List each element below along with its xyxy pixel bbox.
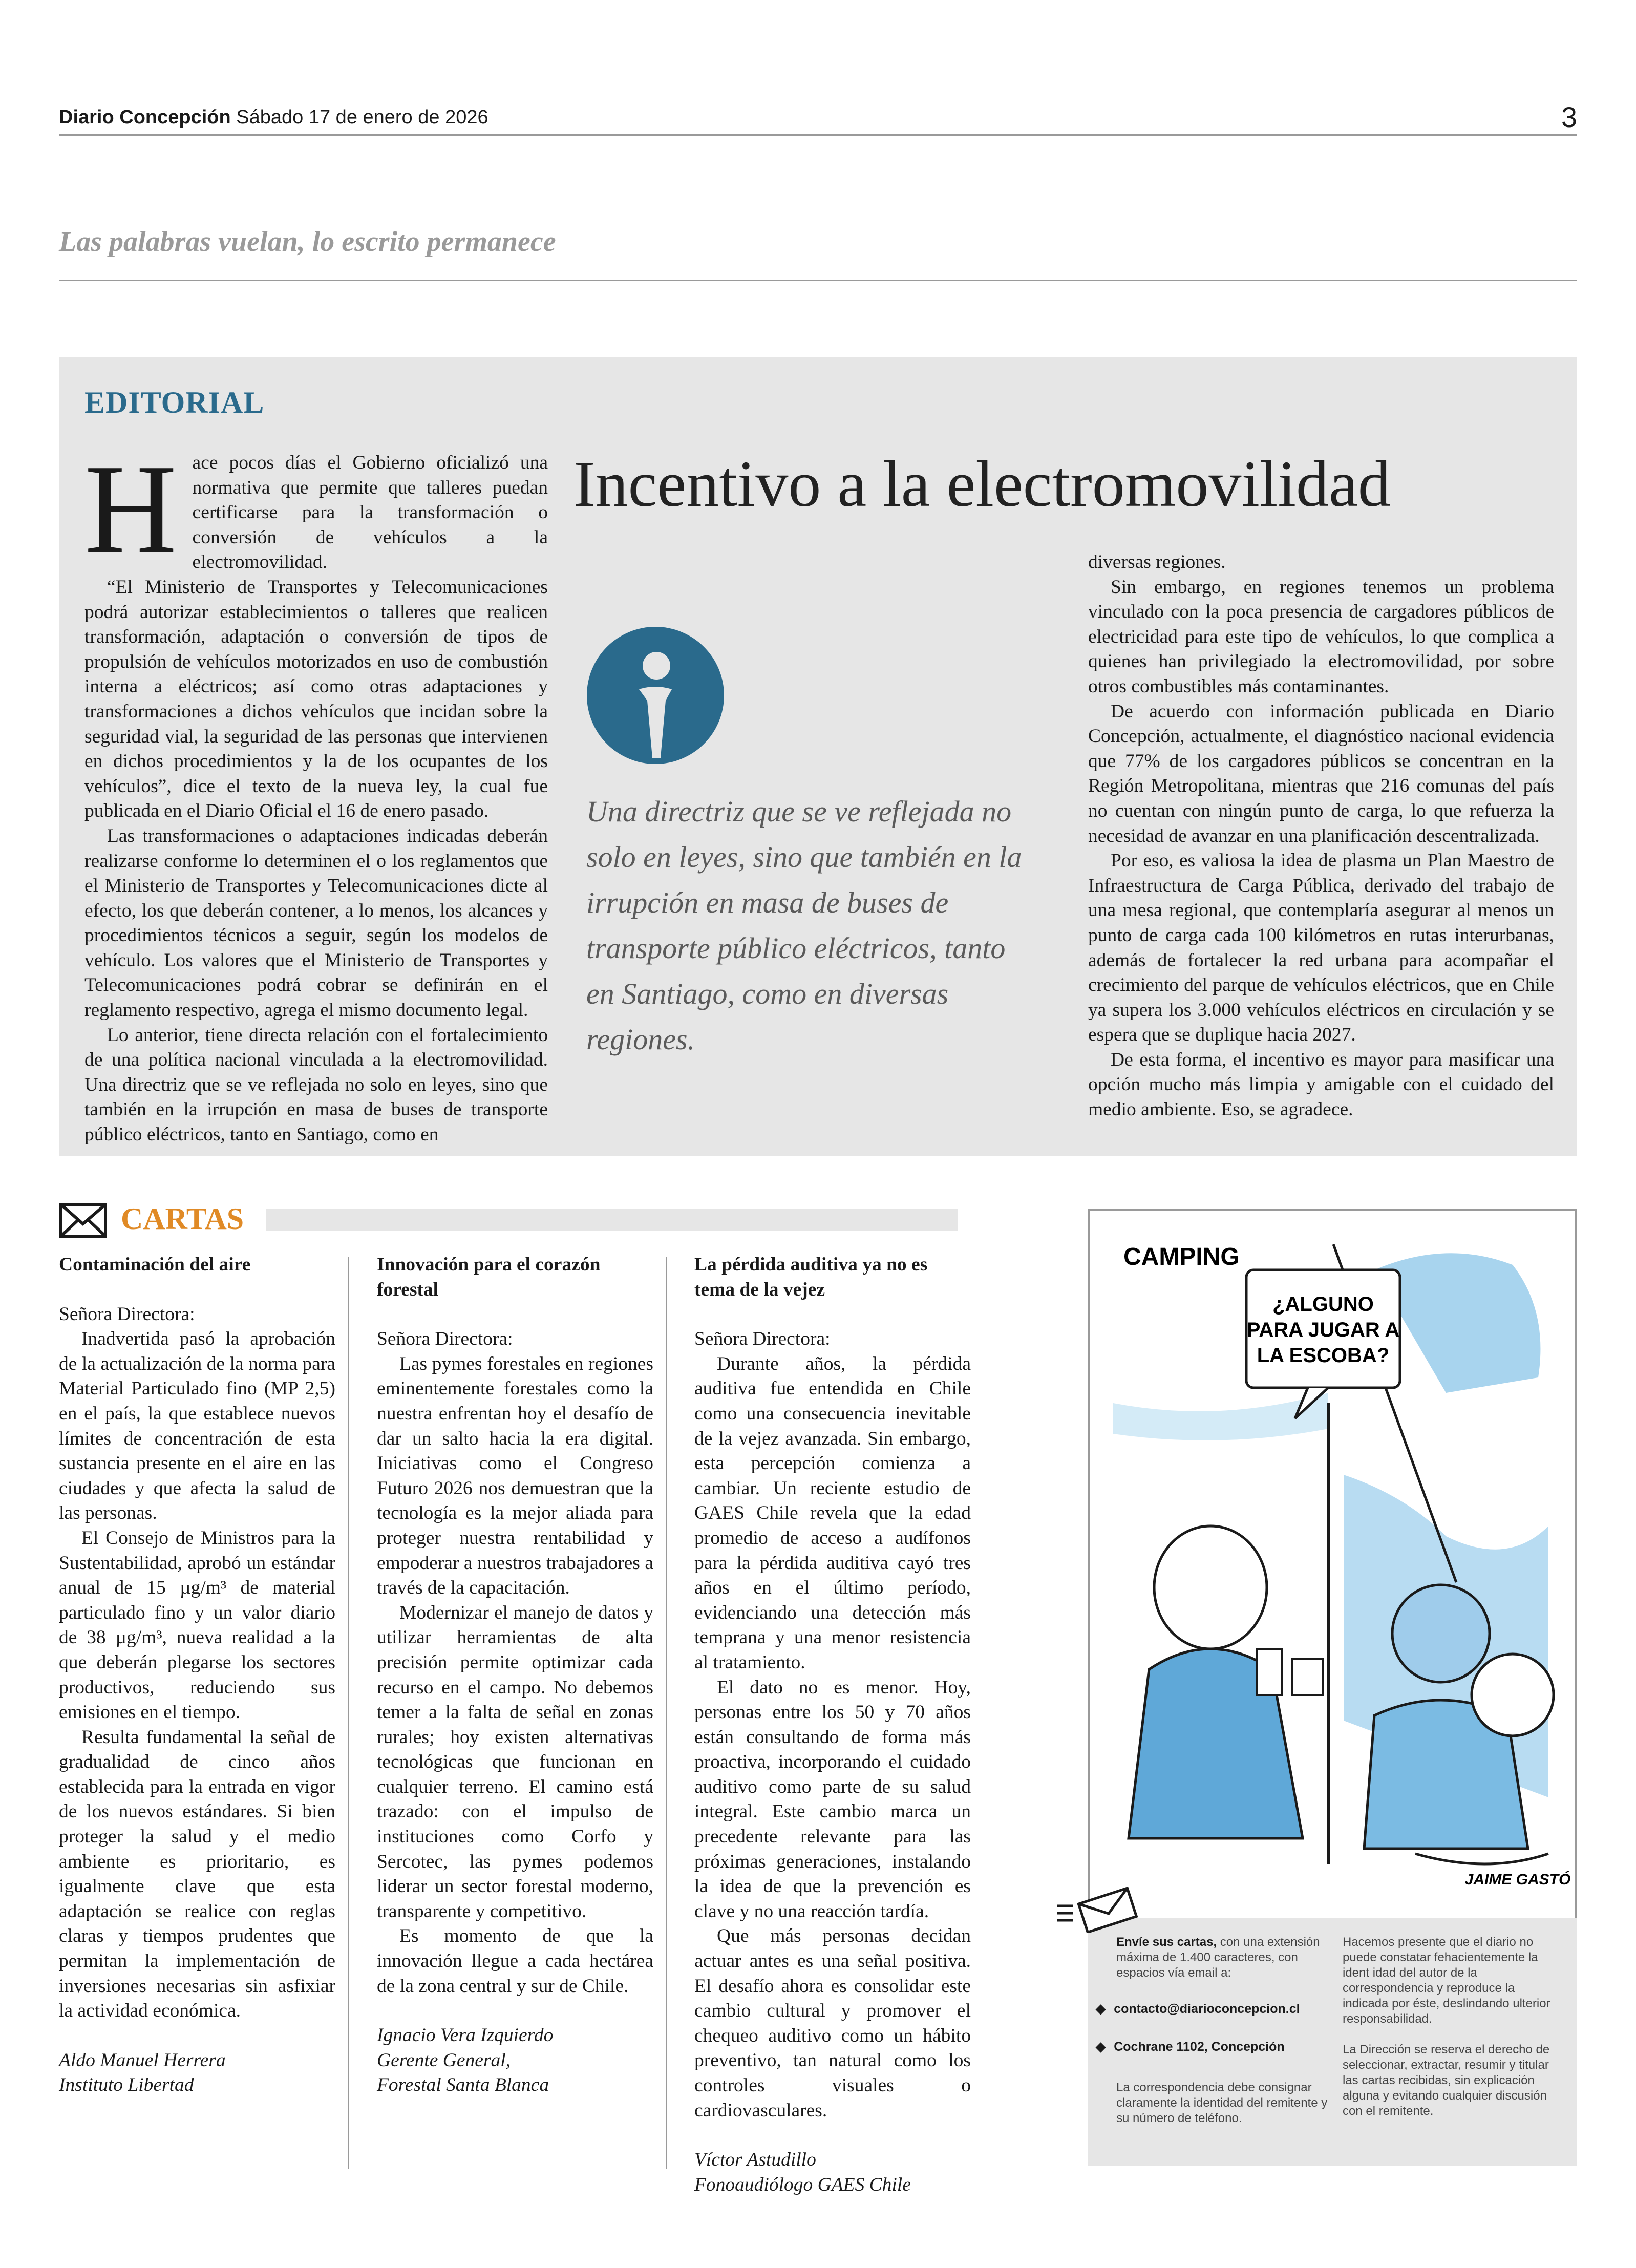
contact-email: contacto@diarioconcepcion.cl (1114, 2002, 1300, 2016)
letter-signature (377, 2023, 653, 2098)
cartas-label: CARTAS (121, 1202, 244, 1236)
send-instructions (1116, 1935, 1331, 1981)
speech-line: LA ESCOBA? (1257, 1344, 1390, 1367)
editorial-paragraph: “El Ministerio de Transportes y Telecomunicaciones podrá autorizar establecimientos o talleres que realicen transformación, adaptación o conversión de tipos de propulsión de vehículos motorizados en uso de combustión interna a eléctricos; así como otras adaptaciones y transformaciones a dichos vehículos que incidan sobre la seguridad vial, la seguridad de las personas que intervienen en dichos procedimientos y la de los ocupantes de los vehículos”, dice el texto de la nueva ley, la cual fue publicada en el Diario Oficial el 16 de enero pasado. (84, 576, 548, 822)
speech-line: ¿ALGUNO (1272, 1293, 1374, 1316)
brand-name: Diario Concepción (59, 107, 231, 128)
info-left-column (1096, 1935, 1331, 2126)
info-icon (584, 624, 727, 767)
signature-name: Aldo Manuel Herrera (59, 2049, 226, 2071)
signature-name: Ignacio Vera Izquierdo (377, 2025, 554, 2046)
letter-title: La pérdida auditiva ya no es tema de la vejez (694, 1254, 928, 1300)
letter-paragraph: Que más personas decidan actuar antes es una señal positiva. El desafío ahora es consolidar este cambio cultural y promover el chequeo auditivo como un hábito preventivo, tan natural como los controles visuales o cardiovasculares. (694, 1925, 971, 2121)
disclaimer: Hacemos presente que el diario no puede constatar fehacientemente la ident idad del autor de la correspondencia y reproduce la indicada por éste, deslindando ulterior responsabilidad. (1343, 1935, 1550, 2026)
letter-paragraph: El dato no es menor. Hoy, personas entre los 50 y 70 años están consultando de forma más proactiva, incorporando el cuidado auditivo como parte de su salud integral. Este cambio marca un precedente relevante para las próximas generaciones, instalando la idea de que la prevención es clave y no una reacción tardía. (694, 1677, 971, 1922)
contact-address: Cochrane 1102, Concepción (1114, 2040, 1285, 2054)
mail-send-icon (1055, 1884, 1142, 1933)
identity-note: La correspondencia debe consignar claramente la identidad del remitente y su número de teléfono. (1116, 2081, 1328, 2125)
send-bold: Envíe sus cartas, (1116, 1935, 1217, 1949)
header-rule (59, 134, 1577, 136)
bullet-diamond-icon: ◆ (1096, 2040, 1106, 2054)
editorial-paragraph: Las transformaciones o adaptaciones indicadas deberán realizarse conforme lo determinen el o los reglamentos que el Ministerio de Transportes y Telecomunicaciones dicte al efecto, los que deberán contener, a lo menos, los alcances y procedimientos técnicos a seguir, según los modelos de vehículo. Los valores que el Ministerio de Transportes y Telecomunicaciones podrá cobrar se definirán en el reglamento respectivo, agrega el mismo documento legal. (84, 825, 548, 1021)
letter-paragraph: Es momento de que la innovación llegue a cada hectárea de la zona central y sur de Chile. (377, 1925, 653, 1997)
editorial-title: Incentivo a la electromovilidad (573, 448, 1391, 520)
drop-cap: H (84, 438, 177, 580)
letter-paragraph: Las pymes forestales en regiones eminentemente forestales como la nuestra enfrentan hoy el desafío de dar un salto hacia la era digital. Iniciativas como el Congreso Futuro 2026 nos demuestran que la tecnología es la mejor aliada para proteger nuestra rentabilidad y empoderar a nuestros trabajadores a través de la capacitación. (377, 1353, 653, 1599)
column-divider (348, 1257, 349, 2169)
cartoonist-signature: JAIME GASTÓ (1464, 1871, 1571, 1888)
signature-affiliation: Instituto Libertad (59, 2074, 194, 2096)
editorial-cartoon (1088, 1209, 1577, 1933)
letter-salute: Señora Directora: (694, 1328, 831, 1350)
email-line (1096, 2001, 1331, 2017)
slogan-rule (59, 280, 1577, 281)
letter-signature (694, 2148, 971, 2197)
column-divider (666, 1257, 667, 2169)
send-text: con una extensión máxima de 1.400 caracteres, con espacios vía email a: (1116, 1935, 1320, 1980)
speech-line: PARA JUGAR A (1246, 1319, 1400, 1341)
info-right-column (1343, 1935, 1558, 2119)
editorial-label: EDITORIAL (84, 386, 265, 419)
letter-salute: Señora Directora: (59, 1303, 195, 1325)
letter-3 (694, 1253, 971, 2197)
letter-salute: Señora Directora: (377, 1328, 513, 1350)
editorial-column-1 (84, 438, 548, 1148)
cartas-header-bar (266, 1209, 958, 1231)
editorial-paragraph: Sin embargo, en regiones tenemos un problema vinculado con la poca presencia de cargadores públicos de electricidad para este tipo de vehículos, lo que complica a quienes han privilegiado la electromovilidad, por sobre otros combustibles más contaminantes. (1088, 576, 1554, 697)
editorial-paragraph: ace pocos días el Gobierno oficializó una normativa que permite que talleres puedan certificarse para la transformación o conversión de vehículos a la electromovilidad. (192, 452, 548, 573)
cartoon-caption: CAMPING (1123, 1243, 1240, 1270)
editorial-paragraph: De acuerdo con información publicada en Diario Concepción, actualmente, el diagnóstico nacional evidencia que 77% de los cargadores públicos se concentran en la Región Metropolitana, mientras que 216 comunas del país no cuentan con ningún punto de carga, lo que refuerza la necesidad de avanzar en una planificación descentralizada. (1088, 701, 1554, 846)
letter-2 (377, 1253, 653, 2098)
letter-title: Contaminación del aire (59, 1254, 251, 1275)
letter-paragraph: Durante años, la pérdida auditiva fue entendida en Chile como una consecuencia inevitable de la vejez avanzada. Sin embargo, esta percepción comienza a cambiar. Un reciente estudio de GAES Chile revela que la edad promedio de acceso a audífonos para la pérdida auditiva cayó tres años en el último período, evidenciando una detección más temprana y una menor resistencia al tratamiento. (694, 1353, 971, 1673)
editorial-paragraph: Por eso, es valiosa la idea de plasma un Plan Maestro de Infraestructura de Carga Pública, derivado del trabajo de una mesa regional, que contemplaría asegurar al menos un punto de carga cada 100 kilómetros en rutas interurbanas, además de fortalecer la red urbana para acompañar el crecimiento del parque de vehículos eléctricos, que en Chile ya supera los 3.000 vehículos eléctricos en circulación y se espera que se duplique hacia 2027. (1088, 850, 1554, 1046)
letter-paragraph: Modernizar el manejo de datos y utilizar herramientas de alta precisión permite optimizar cada recurso en el campo. No debemos temer a la falta de señal en zonas rurales; hoy existen alternativas tecnológicas que funcionan en cualquier terreno. El camino está trazado: con el impulso de instituciones como Corfo y Sercotec, las pymes podemos liderar un sector forestal moderno, transparente y competitivo. (377, 1602, 653, 1922)
letter-1 (59, 1253, 335, 2098)
bullet-diamond-icon: ◆ (1096, 2002, 1106, 2016)
signature-affiliation: Forestal Santa Blanca (377, 2074, 549, 2096)
signature-affiliation: Gerente General, (377, 2049, 511, 2071)
pull-quote: Una directriz que se ve reflejada no solo en leyes, sino que también en la irrupción en masa de buses de transporte público eléctricos, tanto en Santiago, como en diversas regiones. (586, 795, 1022, 1056)
editorial-paragraph: diversas regiones. (1088, 552, 1226, 573)
letter-signature (59, 2048, 335, 2098)
letter-title: Innovación para el corazón forestal (377, 1254, 601, 1300)
page-number: 3 (1561, 101, 1577, 133)
issue-date: Sábado 17 de enero de 2026 (236, 107, 488, 128)
editorial-column-3 (1088, 550, 1554, 1122)
masthead (59, 107, 488, 129)
editorial-paragraph: Lo anterior, tiene directa relación con el fortalecimiento de una política nacional vinculada a la electromovilidad. Una directriz que se ve reflejada no solo en leyes, sino que también en la irrupción en masa de buses de transporte público eléctricos, tanto en Santiago, como en (84, 1024, 548, 1146)
letter-paragraph: El Consejo de Ministros para la Sustentabilidad, aprobó un estándar anual de 15 µg/m³ de material particulado fino y un valor diario de 38 µg/m³, nueva realidad a la que deberán plegarse los sectores productivos, reduciendo sus emisiones en el tiempo. (59, 1527, 335, 1723)
signature-name: Víctor Astudillo (694, 2149, 816, 2171)
section-slogan: Las palabras vuelan, lo escrito permanece (59, 226, 556, 258)
envelope-icon (59, 1202, 108, 1238)
signature-affiliation: Fonoaudiólogo GAES Chile (694, 2174, 911, 2195)
letter-paragraph: Inadvertida pasó la aprobación de la actualización de la norma para Material Particulado fino (MP 2,5) en el país, la que establece nuevos límites de concentración de esta sustancia presente en el aire en las ciudades y que afecta la salud de las personas. (59, 1328, 335, 1524)
letter-paragraph: Resulta fundamental la señal de gradualidad de cinco años establecida para la entrada en vigor de los nuevos estándares. Si bien proteger la salud y el medio ambiente es prioritario, es igualmente clave que esta adaptación se realice con reglas claras y tiempos prudentes que permitan la implementación de inversiones necesarias sin asfixiar la actividad económica. (59, 1726, 335, 2022)
address-line (1096, 2039, 1331, 2054)
rights-note: La Dirección se reserva el derecho de seleccionar, extractar, resumir y titular las cartas recibidas, sin explicación alguna y evitando cualquier discusión con el remitente. (1343, 2043, 1550, 2118)
editorial-paragraph: De esta forma, el incentivo es mayor para masificar una opción mucho más limpia y amigable con el cuidado del medio ambiente. Eso, se agradece. (1088, 1049, 1554, 1120)
